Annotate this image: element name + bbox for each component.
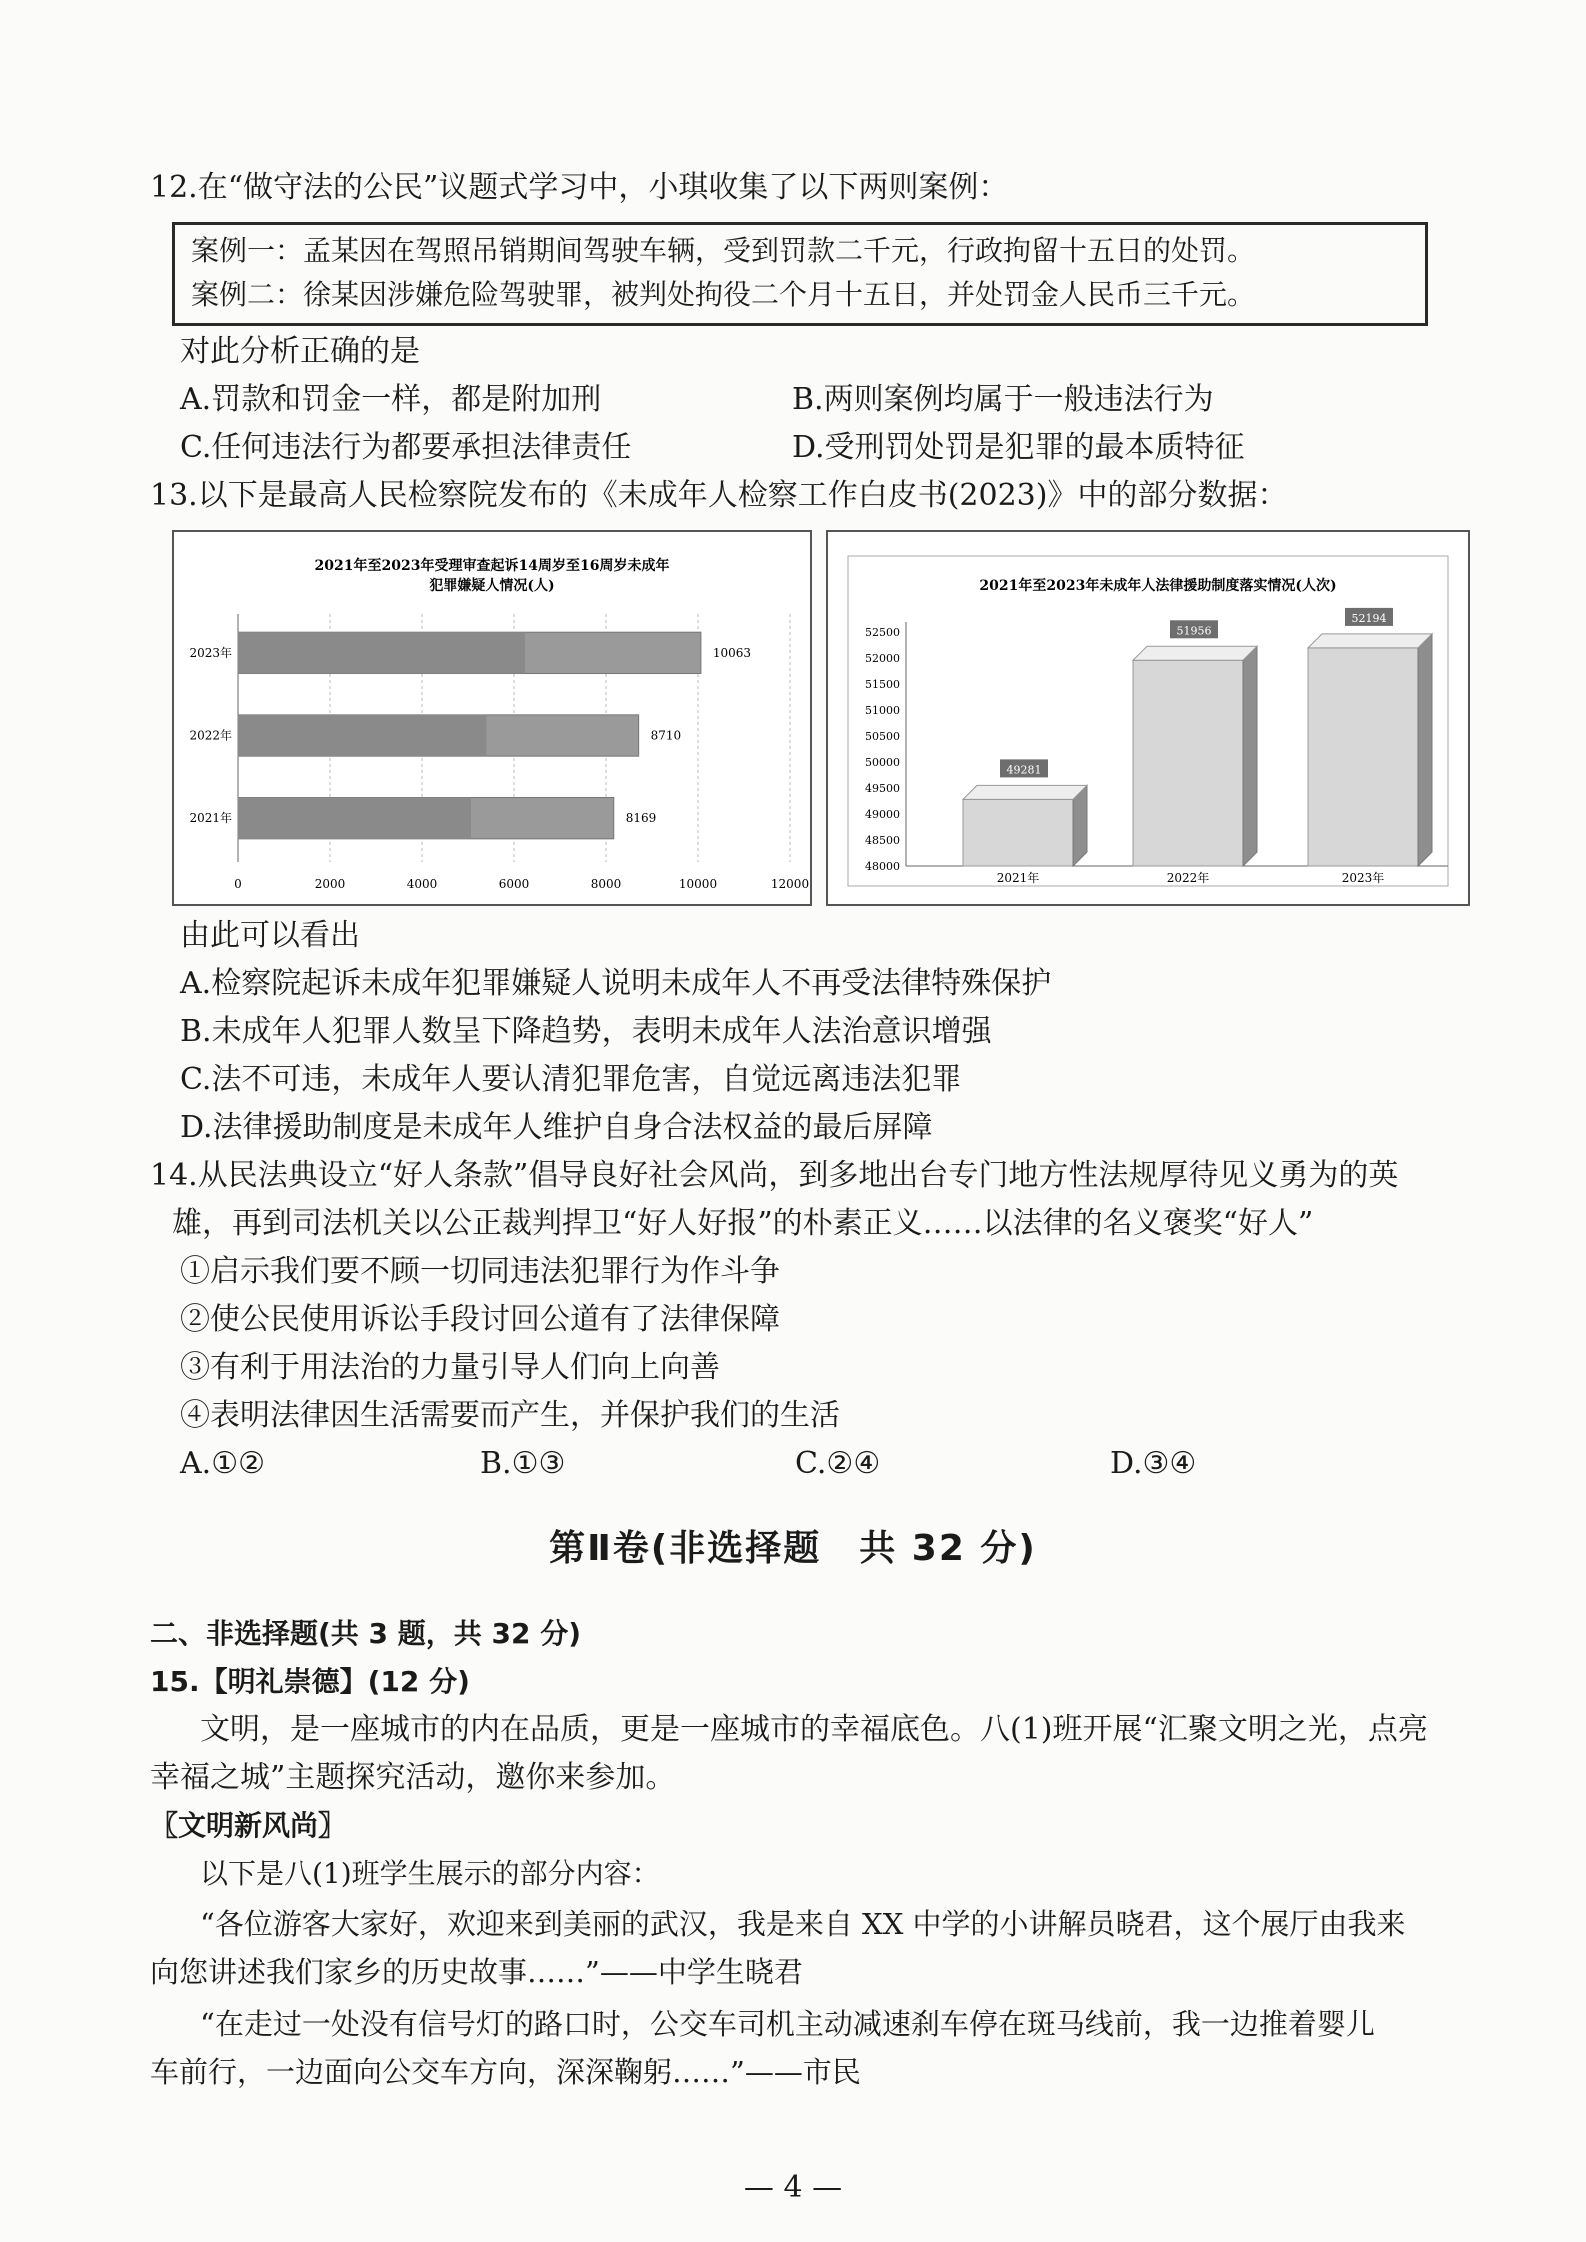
category-label: 2022年 (189, 728, 232, 743)
q13-stem: 13.以下是最高人民检察院发布的《未成年人检察工作白皮书(2023)》中的部分数据： (150, 478, 1288, 513)
q15-label: 15.【明礼崇德】(12 分) (150, 1665, 470, 1698)
page-number: — 4 — (743, 2170, 843, 2205)
category-label: 2021年 (996, 871, 1040, 885)
y-tick-label: 52000 (865, 652, 900, 665)
q13-option-b: B.未成年人犯罪人数呈下降趋势，表明未成年人法治意识增强 (180, 1014, 992, 1049)
section-heading: 二、非选择题(共 3 题，共 32 分) (150, 1617, 582, 1650)
category-label: 2021年 (189, 811, 232, 826)
q14-item-4: ④表明法律因生活需要而产生，并保护我们的生活 (180, 1398, 840, 1433)
q15-intro-line2: 幸福之城”主题探究活动，邀你来参加。 (150, 1760, 676, 1795)
x-tick-label: 4000 (406, 877, 438, 891)
y-tick-label: 49500 (865, 782, 900, 795)
q14-option-d: D.③④ (1110, 1446, 1197, 1481)
x-tick-label: 12000 (770, 877, 810, 891)
q12-case1: 案例一：孟某因在驾照吊销期间驾驶车辆，受到罚款二千元，行政拘留十五日的处罚。 (191, 234, 1256, 267)
data-label: 10063 (712, 645, 752, 660)
q12-option-c: C.任何违法行为都要承担法律责任 (180, 430, 632, 465)
q14-option-c: C.②④ (795, 1446, 881, 1481)
chart-legal-aid (826, 530, 1470, 906)
q12-case2: 案例二：徐某因涉嫌危险驾驶罪，被判处拘役二个月十五日，并处罚金人民币三千元。 (191, 278, 1256, 311)
q15-intro-line1: 文明，是一座城市的内在品质，更是一座城市的幸福底色。八(1)班开展“汇聚文明之光，点亮 (200, 1712, 1428, 1747)
chart-minor-suspects (172, 530, 812, 906)
x-tick-label: 10000 (678, 877, 718, 891)
data-label: 49281 (1006, 763, 1042, 777)
q12-option-b: B.两则案例均属于一般违法行为 (792, 382, 1214, 417)
chart-title: 2021年至2023年未成年人法律援助制度落实情况(人次) (979, 578, 1337, 594)
bar-chart-svg (174, 532, 810, 904)
x-tick-label: 6000 (498, 877, 530, 891)
q14-item-1: ①启示我们要不顾一切同违法犯罪行为作斗争 (180, 1254, 780, 1289)
q15-lead: 以下是八(1)班学生展示的部分内容： (200, 1857, 660, 1890)
q13-prompt: 由此可以看出 (180, 918, 360, 953)
y-tick-label: 48000 (865, 860, 900, 873)
bar-shade (238, 715, 486, 756)
q13-option-a: A.检察院起诉未成年犯罪嫌疑人说明未成年人不再受法律特殊保护 (180, 966, 1052, 1001)
data-label: 8169 (625, 811, 657, 826)
column-side (1418, 634, 1432, 866)
y-tick-label: 51500 (865, 678, 900, 691)
q15-quote2-line2: 车前行，一边面向公交车方向，深深鞠躬……”——市民 (150, 2055, 861, 2089)
data-label: 8710 (650, 728, 682, 743)
q14-option-a: A.①② (180, 1446, 265, 1481)
q14-item-2: ②使公民使用诉讼手段讨回公道有了法律保障 (180, 1302, 780, 1337)
q14-item-3: ③有利于用法治的力量引导人们向上向善 (180, 1350, 720, 1385)
q12-option-a: A.罚款和罚金一样，都是附加刑 (180, 382, 602, 417)
y-tick-label: 50500 (865, 730, 900, 743)
q13-option-c: C.法不可违，未成年人要认清犯罪危害，自觉远离违法犯罪 (180, 1062, 962, 1097)
category-label: 2023年 (1341, 871, 1385, 885)
q12-stem: 12.在“做守法的公民”议题式学习中，小琪收集了以下两则案例： (150, 170, 1009, 205)
category-label: 2022年 (1166, 871, 1210, 885)
column-front (963, 799, 1073, 866)
q13-option-d: D.法律援助制度是未成年人维护自身合法权益的最后屏障 (180, 1110, 933, 1145)
category-label: 2023年 (189, 645, 232, 660)
q12-case-box (172, 222, 1428, 326)
bar-shade (238, 798, 471, 839)
q14-option-b: B.①③ (480, 1446, 566, 1481)
column-top (1308, 634, 1432, 648)
column-front (1133, 660, 1243, 866)
y-tick-label: 51000 (865, 704, 900, 717)
q12-option-d: D.受刑罚处罚是犯罪的最本质特征 (792, 430, 1245, 465)
q15-quote2-line1: “在走过一处没有信号灯的路口时，公交车司机主动减速刹车停在斑马线前，我一边推着婴儿 (200, 2007, 1375, 2041)
y-tick-label: 50000 (865, 756, 900, 769)
data-label: 52194 (1351, 611, 1387, 625)
q15-quote1-line2: 向您讲述我们家乡的历史故事……”——中学生晓君 (150, 1955, 803, 1989)
x-tick-label: 2000 (314, 877, 346, 891)
x-tick-label: 8000 (590, 877, 622, 891)
y-tick-label: 52500 (865, 626, 900, 639)
column-side (1243, 646, 1257, 866)
x-tick-label: 0 (234, 877, 242, 891)
q14-stem-line2: 雄，再到司法机关以公正裁判捍卫“好人好报”的朴素正义……以法律的名义褒奖“好人” (172, 1206, 1314, 1241)
q14-stem-line1: 14.从民法典设立“好人条款”倡导良好社会风尚，到多地出台专门地方性法规厚待见义勇为的英 (150, 1158, 1399, 1193)
bar-shade (238, 632, 525, 673)
column-top (1133, 646, 1257, 660)
y-tick-label: 49000 (865, 808, 900, 821)
column-chart-svg (828, 532, 1468, 904)
section-title: 第Ⅱ卷(非选择题 共 32 分) (549, 1528, 1037, 1569)
data-label: 51956 (1176, 624, 1212, 638)
chart-title-line2: 犯罪嫌疑人情况(人) (429, 578, 555, 594)
q12-prompt: 对此分析正确的是 (180, 334, 420, 369)
q15-subheading: 〖文明新风尚〗 (150, 1809, 347, 1842)
y-tick-label: 48500 (865, 834, 900, 847)
q15-quote1-line1: “各位游客大家好，欢迎来到美丽的武汉，我是来自 XX 中学的小讲解员晓君，这个展厅由我来 (200, 1907, 1406, 1941)
column-top (963, 785, 1087, 799)
chart-title-line1: 2021年至2023年受理审查起诉14周岁至16周岁未成年 (314, 558, 670, 574)
column-front (1308, 648, 1418, 866)
